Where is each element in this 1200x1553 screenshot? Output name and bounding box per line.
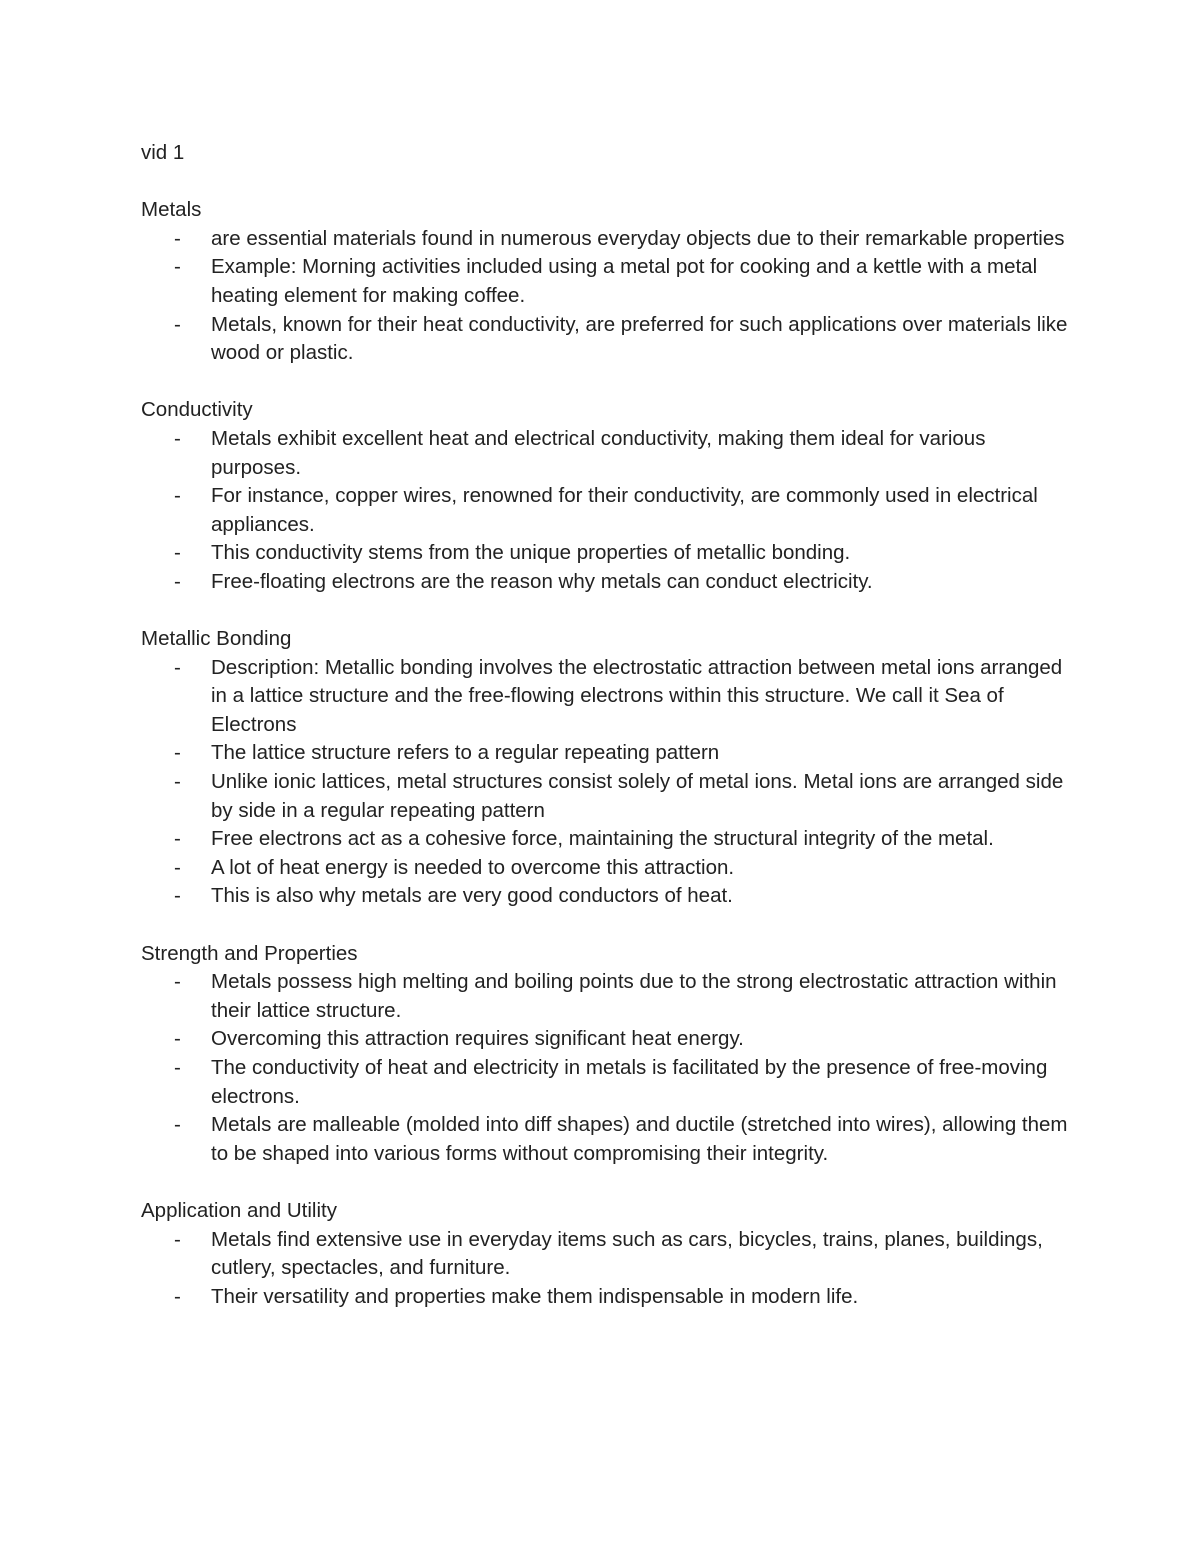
list-item-text: The conductivity of heat and electricity in metals is facilitated by the presence of free-moving electrons. xyxy=(211,1056,1048,1108)
list-item xyxy=(141,768,1071,825)
list-item-text: Metals exhibit excellent heat and electrical conductivity, making them ideal for various purposes. xyxy=(211,426,986,479)
dash-bullet-icon: - xyxy=(174,1284,181,1308)
bullet-list xyxy=(141,1226,1071,1312)
spacer xyxy=(141,1168,1071,1197)
list-item xyxy=(141,739,1071,768)
bullet-list xyxy=(141,968,1071,1168)
list-item-text: Metals find extensive use in everyday items such as cars, bicycles, trains, planes, buildings, cutlery, spectacles, and furniture. xyxy=(211,1227,1043,1280)
spacer xyxy=(141,168,1071,197)
dash-bullet-icon: - xyxy=(174,569,181,593)
list-item-text: Example: Morning activities included using a metal pot for cooking and a kettle with a metal heating element for making coffee. xyxy=(211,255,1038,307)
section-heading: Metallic Bonding xyxy=(141,627,292,651)
dash-bullet-icon: - xyxy=(174,884,181,908)
list-item-text: Free-floating electrons are the reason why metals can conduct electricity. xyxy=(211,569,873,593)
list-item xyxy=(141,1025,1071,1054)
section-metals xyxy=(141,196,1071,368)
section-heading: Strength and Properties xyxy=(141,941,358,965)
list-item-text: For instance, copper wires, renowned for their conductivity, are commonly used in electrical appliances. xyxy=(211,484,1038,536)
list-item xyxy=(141,225,1071,254)
list-item xyxy=(141,482,1071,539)
dash-bullet-icon: - xyxy=(174,741,181,765)
section-heading: Metals xyxy=(141,198,202,222)
list-item-text: Metals, known for their heat conductivity, are preferred for such applications over materials like wood or plastic. xyxy=(211,312,1068,365)
spacer xyxy=(141,911,1071,940)
dash-bullet-icon: - xyxy=(174,970,181,994)
section-metallic-bonding xyxy=(141,625,1071,911)
list-item xyxy=(141,311,1071,368)
list-item xyxy=(141,425,1071,482)
dash-bullet-icon: - xyxy=(174,1227,181,1251)
dash-bullet-icon: - xyxy=(174,426,181,450)
dash-bullet-icon: - xyxy=(174,1056,181,1079)
list-item xyxy=(141,968,1071,1025)
document-page xyxy=(141,139,1071,1311)
spacer xyxy=(141,368,1071,397)
list-item xyxy=(141,882,1071,911)
bullet-list xyxy=(141,225,1071,368)
list-item xyxy=(141,654,1071,740)
bullet-list xyxy=(141,425,1071,597)
dash-bullet-icon: - xyxy=(174,226,181,250)
list-item xyxy=(141,253,1071,310)
list-item xyxy=(141,1283,1071,1312)
list-item-text: A lot of heat energy is needed to overcome this attraction. xyxy=(211,855,735,879)
section-application-and-utility xyxy=(141,1197,1071,1311)
document-title: vid 1 xyxy=(141,141,185,164)
list-item xyxy=(141,825,1071,854)
list-item-text: Description: Metallic bonding involves the electrostatic attraction between metal ions arranged in a lattice structure and the free-flowing electrons within this structure. We call it Sea of Electrons xyxy=(211,655,1063,736)
dash-bullet-icon: - xyxy=(174,484,181,508)
section-strength-and-properties xyxy=(141,940,1071,1169)
list-item-text: Metals are malleable (molded into diff shapes) and ductile (stretched into wires), allowing them to be shaped into various forms without compromising their integrity. xyxy=(211,1113,1068,1165)
list-item xyxy=(141,539,1071,568)
dash-bullet-icon: - xyxy=(174,770,181,794)
section-heading: Conductivity xyxy=(141,398,253,422)
list-item-text: This is also why metals are very good conductors of heat. xyxy=(211,884,733,908)
section-conductivity xyxy=(141,396,1071,596)
list-item-text: Free electrons act as a cohesive force, maintaining the structural integrity of the metal. xyxy=(211,827,994,851)
list-item-text: Their versatility and properties make them indispensable in modern life. xyxy=(211,1284,859,1308)
spacer xyxy=(141,597,1071,626)
dash-bullet-icon: - xyxy=(174,855,181,879)
list-item-text: Unlike ionic lattices, metal structures consist solely of metal ions. Metal ions are arranged side by side in a regular repeating pattern xyxy=(211,770,1064,822)
dash-bullet-icon: - xyxy=(174,255,181,279)
list-item xyxy=(141,1226,1071,1283)
section-heading: Application and Utility xyxy=(141,1198,337,1222)
list-item-text: Metals possess high melting and boiling points due to the strong electrostatic attraction within their lattice structure. xyxy=(211,970,1057,1022)
dash-bullet-icon: - xyxy=(174,1027,181,1051)
dash-bullet-icon: - xyxy=(174,312,181,336)
dash-bullet-icon: - xyxy=(174,655,181,679)
list-item-text: This conductivity stems from the unique properties of metallic bonding. xyxy=(211,541,851,565)
list-item xyxy=(141,1054,1071,1111)
dash-bullet-icon: - xyxy=(174,1113,181,1137)
list-item-text: are essential materials found in numerous everyday objects due to their remarkable properties xyxy=(211,226,1065,250)
list-item-text: The lattice structure refers to a regular repeating pattern xyxy=(211,741,720,765)
list-item xyxy=(141,1111,1071,1168)
dash-bullet-icon: - xyxy=(174,541,181,565)
list-item-text: Overcoming this attraction requires significant heat energy. xyxy=(211,1027,744,1051)
dash-bullet-icon: - xyxy=(174,827,181,851)
bullet-list xyxy=(141,654,1071,911)
list-item xyxy=(141,568,1071,597)
list-item xyxy=(141,854,1071,883)
